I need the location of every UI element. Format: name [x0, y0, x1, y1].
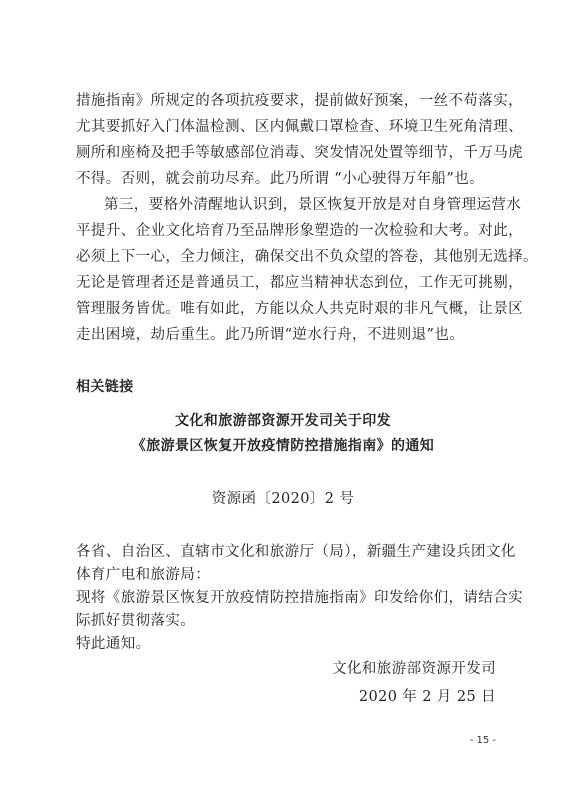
- related-links-heading: 相关链接: [76, 379, 134, 395]
- paragraph-2-line-5: 管理服务皆优。唯有如此，方能以众人共克时艰的非凡气概，让景区: [76, 301, 523, 317]
- closing-text: 特此通知。: [76, 636, 151, 652]
- signature: 文化和旅游部资源开发司: [332, 661, 496, 677]
- paragraph-2-line-6: 走出困境，劫后重生。此乃所谓“逆水行舟，不进则退”也。: [76, 327, 465, 343]
- notice-date: 2020 年 2 月 25 日: [358, 689, 496, 705]
- paragraph-2-line-2: 平提升、企业文化培育乃至品牌形象塑造的一次检验和大考。对此，: [76, 223, 523, 239]
- document-number: 资源函〔2020〕2 号: [211, 491, 355, 507]
- paragraph-1-line-4: 不得。否则，就会前功尽弃。此乃所谓 “小心驶得万年船”也。: [76, 171, 485, 187]
- notice-title-line-1: 文化和旅游部资源开发司关于印发: [175, 413, 391, 429]
- paragraph-1-line-2: 尤其要抓好入门体温检测、区内佩戴口罩检查、环境卫生死角清理、: [76, 119, 523, 135]
- notice-body-line-2: 际抓好贯彻落实。: [76, 613, 196, 629]
- paragraph-1-line-1: 措施指南》所规定的各项抗疫要求，提前做好预案，一丝不苟落实，: [76, 93, 523, 109]
- notice-body-line-1: 现将《旅游景区恢复开放疫情防控措施指南》印发给你们，请结合实: [76, 590, 523, 606]
- notice-title-line-2: 《旅游景区恢复开放疫情防控措施指南》的通知: [131, 438, 435, 454]
- page-number: - 15 -: [469, 735, 496, 746]
- paragraph-2-line-1: 第三，要格外清醒地认识到，景区恢复开放是对自身管理运营水: [104, 197, 522, 213]
- paragraph-2-line-3: 必须上下一心，全力倾注，确保交出不负众望的答卷，其他别无选择。: [76, 249, 538, 265]
- paragraph-1-line-3: 厕所和座椅及把手等敏感部位消毒、突发情况处置等细节，千万马虎: [76, 145, 523, 161]
- recipient-line-2: 体育广电和旅游局：: [76, 567, 211, 583]
- recipient-line-1: 各省、自治区、直辖市文化和旅游厅（局），新疆生产建设兵团文化: [76, 544, 516, 560]
- paragraph-2-line-4: 无论是管理者还是普通员工，都应当精神状态到位，工作无可挑剔，: [76, 275, 523, 291]
